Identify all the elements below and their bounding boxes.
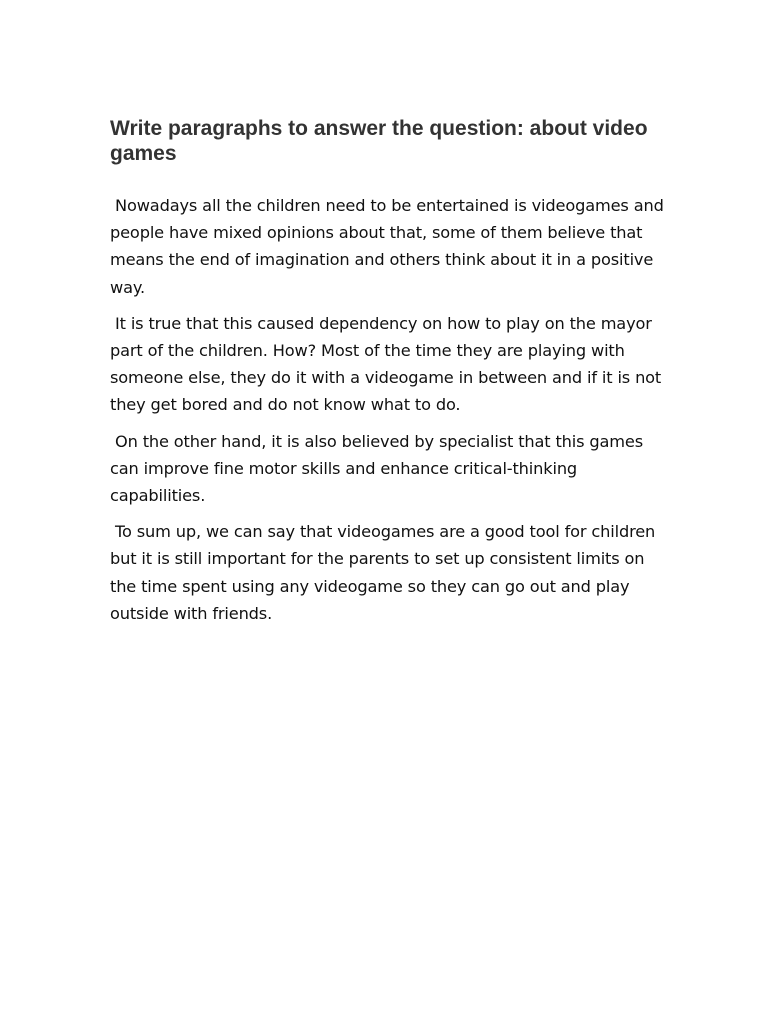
document-body: [110, 116, 670, 636]
paragraph-introduction: Nowadays all the children need to be entertained is videogames and people have mixed opinions about that, some of them believe that means the end of imagination and others think about it in a positive way.: [110, 196, 669, 297]
paragraph-dependency: It is true that this caused dependency on how to play on the mayor part of the children. How? Most of the time they are playing with someone else, they do it with a videogame in between and if it is not they get bored and do not know what to do.: [110, 313, 667, 415]
paragraph-benefits: On the other hand, it is also believed by specialist that this games can improve fine motor skills and enhance critical-thinking capabilities.: [110, 431, 649, 506]
document-title: Write paragraphs to answer the question: about video games: [110, 117, 648, 165]
paragraph-conclusion: To sum up, we can say that videogames are a good tool for children but it is still important for the parents to set up consistent limits on the time spent using any videogame so they can go out and play outside with friends.: [110, 522, 661, 623]
